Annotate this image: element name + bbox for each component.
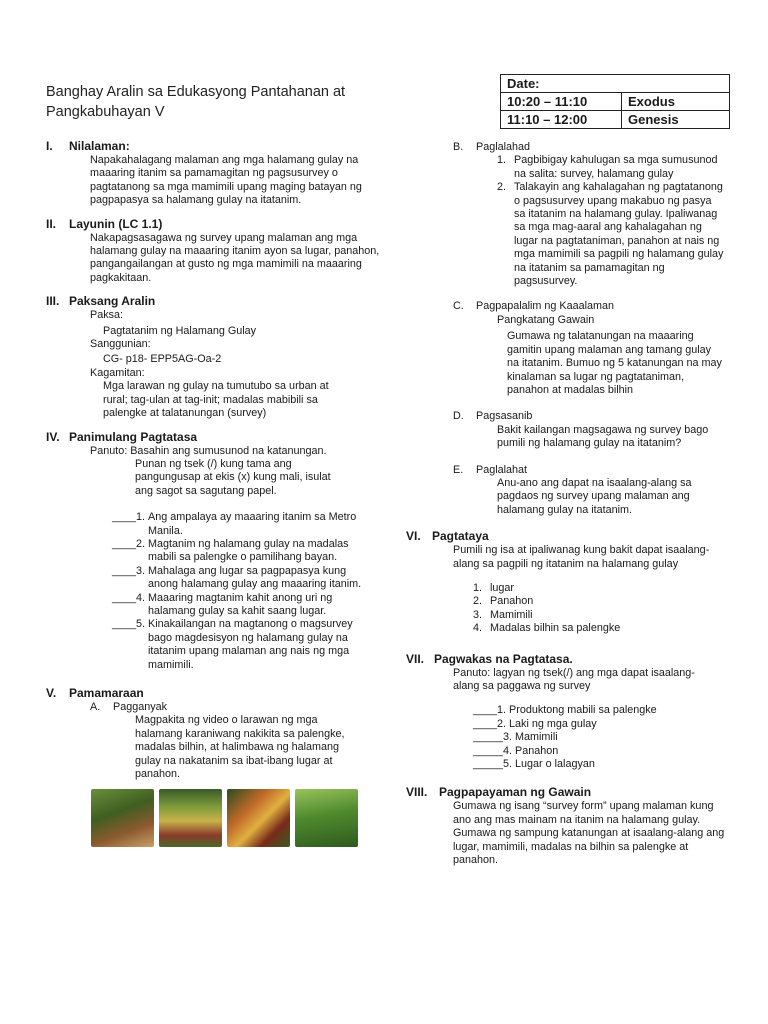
section-heading: Pagwakas na Pagtatasa. xyxy=(434,651,573,666)
section-text: Nakapagsasagawa ng survey upang malaman ang mga halamang gulay na maaaring itanim ayon sa lugar, panahon, pangangailangan at gusto ng mga mamimili na maaaring pagkakitaan. xyxy=(90,231,380,284)
section-paglalahad xyxy=(453,141,733,288)
section-number: VIII. xyxy=(406,785,428,800)
section-heading: Nilalaman: xyxy=(69,139,130,153)
section-layunin xyxy=(46,217,381,286)
subsection-letter: C. xyxy=(453,300,464,313)
section-number: I. xyxy=(46,139,53,153)
list-item: _____3. Mamimili xyxy=(473,731,558,744)
list-item: 1. Pagbibigay kahulugan sa mga sumusunod na salita: survey, halamang gulay xyxy=(497,154,718,180)
subsection-title: Pagpapalalim ng Kaaalaman xyxy=(476,300,615,313)
paksa-value: Pagtatanim ng Halamang Gulay xyxy=(103,324,257,337)
vegetable-stall-photo xyxy=(227,789,290,847)
subsection-title: Paglalahad xyxy=(476,141,531,153)
section-heading: Pagtataya xyxy=(432,529,489,544)
section-pamamaraan xyxy=(46,686,381,847)
sanggunian-label: Sanggunian: xyxy=(90,338,151,351)
list-item: 3. Mamimili xyxy=(473,608,533,621)
sanggunian-value: CG- p18- EPP5AG-Oa-2 xyxy=(103,353,222,366)
left-column xyxy=(46,139,381,847)
subsection-title: Pagganyak xyxy=(113,701,168,713)
section-number: VII. xyxy=(406,651,425,666)
subsection-letter: E. xyxy=(453,463,464,476)
vegetable-photos xyxy=(91,789,381,847)
list-item: 1. lugar xyxy=(473,581,515,594)
list-item: ____1. Ang ampalaya ay maaaring itanim sa Metro Manila. xyxy=(112,511,357,537)
subsection-letter: D. xyxy=(453,410,464,423)
section-heading: Pagpapayaman ng Gawain xyxy=(439,785,592,800)
right-column xyxy=(406,141,733,867)
subsection-title: Pagsasanib xyxy=(476,410,533,423)
date-header: Date: xyxy=(501,75,730,93)
section-pagpapayaman xyxy=(406,785,733,867)
section-paksang-aralin xyxy=(46,294,381,420)
kagamitan-label: Kagamitan: xyxy=(90,366,145,379)
list-item: 4. Madalas bilhin sa palengke xyxy=(473,622,621,635)
section-pagsasanib xyxy=(453,410,733,450)
list-item: ____2. Laki ng mga gulay xyxy=(473,717,597,730)
date-row-section: Exodus xyxy=(622,93,730,111)
list-item: _____4. Panahon xyxy=(473,744,559,757)
list-item: 2. Talakayin ang kahalagahan ng pagtatanong o pagsusurvey upang makabuo ng pasya sa itatanim na halamang gulay. Ipaliwanag sa mga mag-aaral ang kahalagahan ng lugar na pagtataniman, panahon at nais ng mga mamimili sa pagpili ng halamang gulay na itatanim sa pamamagitan ng pagsusurvey. xyxy=(497,181,724,288)
section-heading: Layunin (LC 1.1) xyxy=(69,216,163,231)
pagtataya-list xyxy=(473,582,733,636)
subsection-letter: B. xyxy=(453,141,464,153)
panuto-text: Punan ng tsek (/) kung tama ang pangungusap at ekis (x) kung mali, isulat ang sagot sa sagutang papel. xyxy=(135,457,331,497)
pagsasanib-text: Bakit kailangan magsagawa ng survey bago pumili ng halamang gulay na itatanim? xyxy=(497,423,709,450)
kagamitan-value: Mga larawan ng gulay na tumutubo sa urban at rural; tag-ulan at tag-init; madalas mabibili sa palengke at talatanungan (survey) xyxy=(103,380,329,420)
section-panimulang-pagtatasa xyxy=(46,430,381,673)
list-item: ____4. Maaaring magtanim kahit anong uri ng halamang gulay sa kahit saang lugar. xyxy=(112,591,333,617)
section-heading: Pamamaraan xyxy=(69,686,144,700)
panuto-text: Basahin ang sumusunod na katanungan. xyxy=(130,444,327,457)
document-title: Banghay Aralin sa Edukasyong Pantahanan at Pangkabuhayan V xyxy=(46,84,346,120)
pagpapalalim-text: Gumawa ng talatanungan na maaaring gamitin upang malaman ang tamang gulay na itatanim. Bumuo ng 5 katanungan na may kinalaman sa lugar ng pagtataniman, panahon at madalas bilhin xyxy=(507,330,722,396)
list-item: ____2. Magtanim ng halamang gulay na madalas mabili sa palengke o pamilihang bayan. xyxy=(112,537,349,564)
list-item: _____5. Lugar o lalagyan xyxy=(473,758,595,771)
section-paglalahat xyxy=(453,464,733,518)
pangkatang-gawain-label: Pangkatang Gawain xyxy=(497,313,595,326)
pretest-list xyxy=(112,511,362,672)
pagtataya-text: Pumili ng isa at ipaliwanag kung bakit dapat isaalang-alang sa pagpili ng itatanim na halamang gulay xyxy=(453,544,710,570)
list-item: ____3. Mahalaga ang lugar sa pagpapasya kung anong halamang gulay ang maaaring itanim. xyxy=(112,564,362,591)
section-number: IV. xyxy=(46,429,60,444)
list-item: ____5. Kinakailangan na magtanong o magsurvey bago magdesisyon ng halamang gulay na itatanim upang malaman ang nais ng mga mamimili. xyxy=(112,618,353,671)
section-heading: Panimulang Pagtatasa xyxy=(69,429,198,444)
pagganyak-text: Magpakita ng video o larawan ng mga halamang karaniwang nakikita sa palengke, madalas bilhin, at halimbawa ng halamang gulay na nakatanim sa ibat-ibang lugar at panahon. xyxy=(135,714,345,781)
date-table xyxy=(500,74,730,129)
section-number: VI. xyxy=(406,529,421,544)
date-row-time: 11:10 – 12:00 xyxy=(501,111,622,129)
panuto-text: Panuto: lagyan ng tsek(/) ang mga dapat isaalang-alang sa paggawa ng survey xyxy=(453,666,695,692)
section-pagwakas-na-pagtatasa xyxy=(406,652,733,772)
section-pagpapalalim xyxy=(453,300,733,397)
market-produce-photo xyxy=(159,789,222,847)
list-item: ____1. Produktong mabili sa palengke xyxy=(473,704,657,717)
paglalahat-text: Anu-ano ang dapat na isaalang-alang sa pagdaos ng survey upang malaman ang halamang gulay na itatanim. xyxy=(497,476,692,516)
posttest-list xyxy=(473,704,733,771)
section-pagtataya xyxy=(406,529,733,635)
subsection-letter: A. xyxy=(90,701,101,713)
section-nilalaman xyxy=(46,139,381,208)
section-heading: Paksang Aralin xyxy=(69,294,156,309)
pagpapayaman-text: Gumawa ng isang “survey form” upang malaman kung ano ang mas mainam na itanim na halamang gulay. Gumawa ng sampung katanungan at isaalang-alang ang lugar, mamimili, madalas na bilhin sa palengke at panahon. xyxy=(453,800,725,867)
section-number: II. xyxy=(46,216,57,231)
date-row-time: 10:20 – 11:10 xyxy=(501,93,622,111)
subsection-title: Paglalahat xyxy=(476,463,528,476)
date-row-section: Genesis xyxy=(622,111,730,129)
section-text: Napakahalagang malaman ang mga halamang gulay na maaaring itanim sa pamamagitan ng pagsusurvey o pagtatanong sa mga mamimili upang maging batayan ng pagpapasya sa halamang gulay na itatanim. xyxy=(90,154,362,207)
garden-field-photo xyxy=(295,789,358,847)
list-item: 2. Panahon xyxy=(473,595,534,608)
farmer-photo xyxy=(91,789,154,847)
section-number: V. xyxy=(46,686,57,700)
panuto-label: Panuto: xyxy=(90,444,128,457)
paksa-label: Paksa: xyxy=(90,309,124,322)
section-number: III. xyxy=(46,294,60,309)
